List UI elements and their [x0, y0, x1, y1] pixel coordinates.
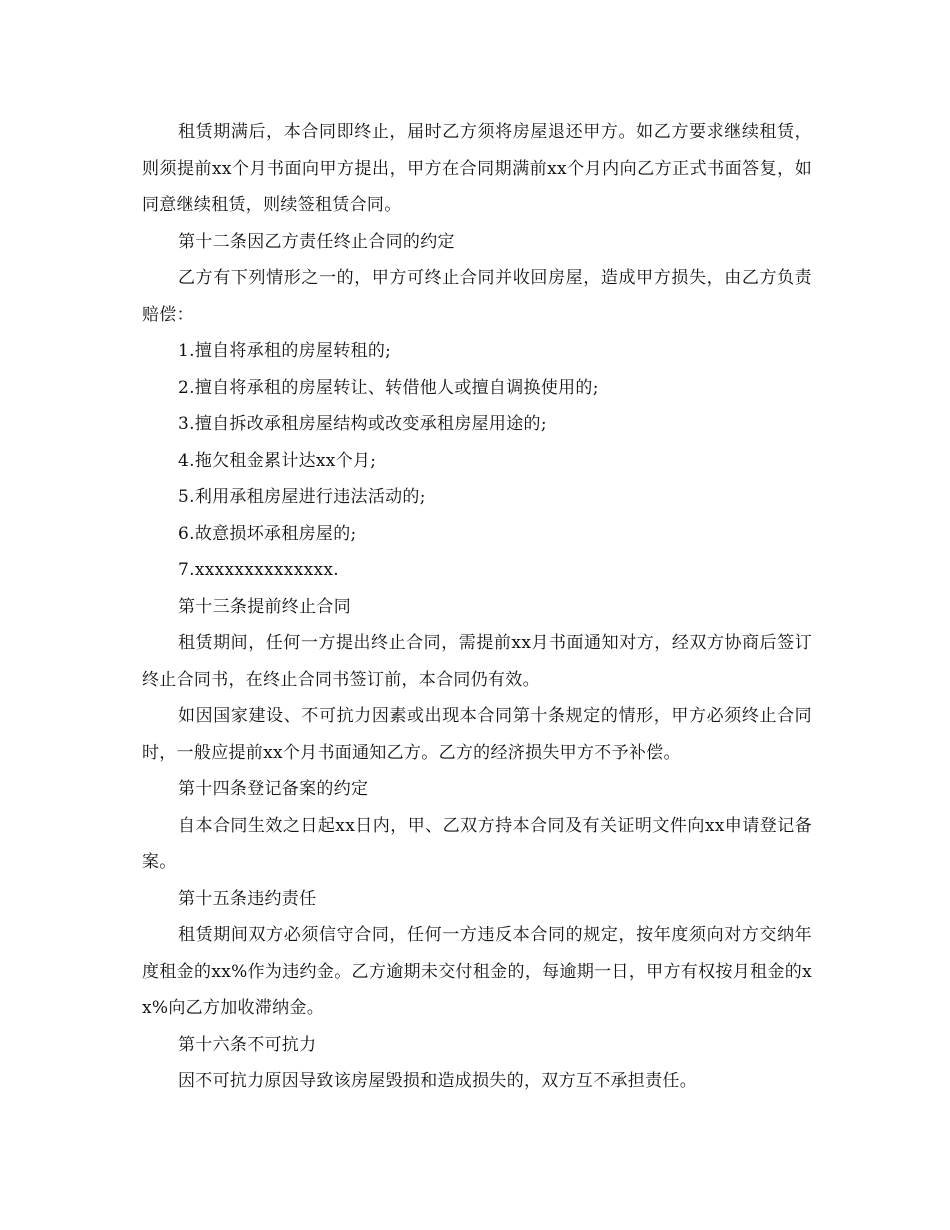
- article-13-heading: 第十三条提前终止合同: [178, 596, 351, 617]
- list-item: 2.擅自将承租的房屋转让、转借他人或擅自调换使用的;: [178, 377, 599, 398]
- list-item: 4.拖欠租金累计达xx个月;: [178, 450, 377, 471]
- list-item: 7.xxxxxxxxxxxxxx.: [178, 560, 339, 580]
- list-item: 5.利用承租房屋进行违法活动的;: [178, 487, 426, 507]
- list-item: 3.擅自拆改承租房屋结构或改变承租房屋用途的;: [178, 414, 547, 434]
- paragraph-breach-liability: 租赁期间双方必须信守合同，任何一方违反本合同的规定，按年度须向对方交纳年度租金的xx%作为违约金。乙方逾期未交付租金的，每逾期一日，甲方有权按月租金的xx%向乙方加收滞纳金。: [142, 925, 812, 1018]
- article-16-heading: 第十六条不可抗力: [178, 1034, 317, 1055]
- article-12-heading: 第十二条因乙方责任终止合同的约定: [178, 231, 455, 252]
- list-item: 1.擅自将承租的房屋转租的;: [178, 341, 392, 361]
- paragraph-force-majeure: 因不可抗力原因导致该房屋毁损和造成损失的，双方互不承担责任。: [178, 1071, 697, 1091]
- paragraph-termination-conditions: 乙方有下列情形之一的，甲方可终止合同并收回房屋，造成甲方损失，由乙方负责赔偿：: [142, 268, 812, 325]
- paragraph-renewal: 租赁期满后，本合同即终止，届时乙方须将房屋退还甲方。如乙方要求继续租赁，则须提前xx个月书面向甲方提出，甲方在合同期满前xx个月内向乙方正式书面答复，如同意继续租赁，则续签租赁合同。: [142, 122, 812, 215]
- paragraph-registration: 自本合同生效之日起xx日内，甲、乙双方持本合同及有关证明文件向xx申请登记备案。: [142, 815, 812, 872]
- document-body: [142, 114, 812, 1100]
- paragraph-national-construction: 如因国家建设、不可抗力因素或出现本合同第十条规定的情形，甲方必须终止合同时，一般应提前xx个月书面通知乙方。乙方的经济损失甲方不予补偿。: [142, 706, 812, 763]
- article-15-heading: 第十五条违约责任: [178, 888, 317, 909]
- paragraph-early-termination: 租赁期间，任何一方提出终止合同，需提前xx月书面通知对方，经双方协商后签订终止合同书，在终止合同书签订前，本合同仍有效。: [142, 633, 812, 690]
- article-14-heading: 第十四条登记备案的约定: [178, 779, 369, 799]
- list-item: 6.故意损坏承租房屋的;: [178, 523, 357, 544]
